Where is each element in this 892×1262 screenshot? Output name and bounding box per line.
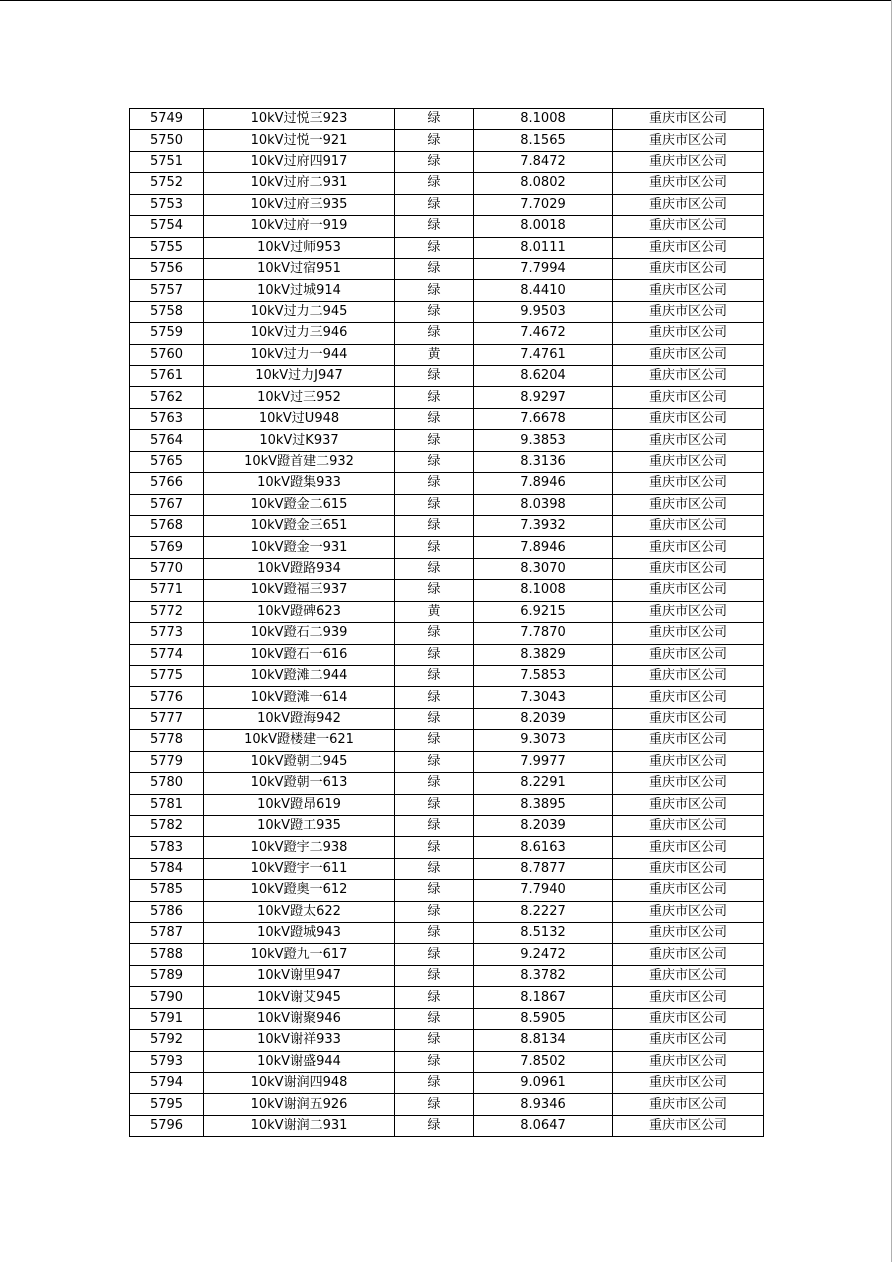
row-id-cell: 5768 [130, 516, 204, 537]
table-row [130, 665, 764, 686]
company-cell: 重庆市区公司 [613, 687, 764, 708]
company-cell: 重庆市区公司 [613, 109, 764, 130]
company-cell: 重庆市区公司 [613, 537, 764, 558]
table-row [130, 858, 764, 879]
row-id-cell: 5764 [130, 430, 204, 451]
line-name-cell: 10kV过U948 [204, 408, 395, 429]
value-cell: 9.0961 [474, 1072, 613, 1093]
table-row [130, 1094, 764, 1115]
company-cell: 重庆市区公司 [613, 1030, 764, 1051]
table-row [130, 216, 764, 237]
row-id-cell: 5772 [130, 601, 204, 622]
line-name-cell: 10kV蹬朝二945 [204, 751, 395, 772]
company-cell: 重庆市区公司 [613, 901, 764, 922]
company-cell: 重庆市区公司 [613, 301, 764, 322]
line-name-cell: 10kV过悦三923 [204, 109, 395, 130]
row-id-cell: 5796 [130, 1115, 204, 1136]
row-id-cell: 5775 [130, 665, 204, 686]
row-id-cell: 5756 [130, 258, 204, 279]
line-name-cell: 10kV蹬金一931 [204, 537, 395, 558]
row-id-cell: 5751 [130, 151, 204, 172]
table-row [130, 815, 764, 836]
company-cell: 重庆市区公司 [613, 258, 764, 279]
table-row [130, 923, 764, 944]
value-cell: 8.3070 [474, 558, 613, 579]
value-cell: 7.7870 [474, 623, 613, 644]
line-name-cell: 10kV蹬路934 [204, 558, 395, 579]
table-row [130, 580, 764, 601]
table-row [130, 173, 764, 194]
company-cell: 重庆市区公司 [613, 130, 764, 151]
value-cell: 7.8472 [474, 151, 613, 172]
line-name-cell: 10kV蹬石一616 [204, 644, 395, 665]
row-id-cell: 5776 [130, 687, 204, 708]
row-id-cell: 5754 [130, 216, 204, 237]
status-cell: 绿 [395, 815, 474, 836]
value-cell: 9.3073 [474, 730, 613, 751]
row-id-cell: 5785 [130, 880, 204, 901]
company-cell: 重庆市区公司 [613, 151, 764, 172]
value-cell: 7.3043 [474, 687, 613, 708]
row-id-cell: 5760 [130, 344, 204, 365]
company-cell: 重庆市区公司 [613, 387, 764, 408]
row-id-cell: 5791 [130, 1008, 204, 1029]
status-cell: 绿 [395, 558, 474, 579]
row-id-cell: 5781 [130, 794, 204, 815]
status-cell: 绿 [395, 109, 474, 130]
table-row [130, 601, 764, 622]
value-cell: 8.5905 [474, 1008, 613, 1029]
status-cell: 绿 [395, 687, 474, 708]
row-id-cell: 5758 [130, 301, 204, 322]
line-name-cell: 10kV谢润二931 [204, 1115, 395, 1136]
row-id-cell: 5780 [130, 773, 204, 794]
value-cell: 8.1008 [474, 580, 613, 601]
table-row [130, 965, 764, 986]
line-name-cell: 10kV蹬楼建一621 [204, 730, 395, 751]
table-row [130, 451, 764, 472]
status-cell: 绿 [395, 623, 474, 644]
row-id-cell: 5790 [130, 987, 204, 1008]
value-cell: 7.9977 [474, 751, 613, 772]
value-cell: 7.4761 [474, 344, 613, 365]
company-cell: 重庆市区公司 [613, 665, 764, 686]
value-cell: 8.6204 [474, 366, 613, 387]
status-cell: 绿 [395, 1072, 474, 1093]
table-row [130, 558, 764, 579]
row-id-cell: 5766 [130, 473, 204, 494]
row-id-cell: 5787 [130, 923, 204, 944]
company-cell: 重庆市区公司 [613, 323, 764, 344]
company-cell: 重庆市区公司 [613, 987, 764, 1008]
table-row [130, 408, 764, 429]
value-cell: 7.7940 [474, 880, 613, 901]
line-name-cell: 10kV谢润五926 [204, 1094, 395, 1115]
company-cell: 重庆市区公司 [613, 580, 764, 601]
row-id-cell: 5763 [130, 408, 204, 429]
status-cell: 绿 [395, 494, 474, 515]
table-row [130, 708, 764, 729]
row-id-cell: 5761 [130, 366, 204, 387]
company-cell: 重庆市区公司 [613, 216, 764, 237]
status-cell: 绿 [395, 130, 474, 151]
company-cell: 重庆市区公司 [613, 623, 764, 644]
status-cell: 绿 [395, 451, 474, 472]
table-row [130, 494, 764, 515]
company-cell: 重庆市区公司 [613, 794, 764, 815]
line-name-cell: 10kV谢盛944 [204, 1051, 395, 1072]
value-cell: 8.2039 [474, 708, 613, 729]
company-cell: 重庆市区公司 [613, 644, 764, 665]
table-row [130, 1115, 764, 1136]
line-name-cell: 10kV过三952 [204, 387, 395, 408]
line-name-cell: 10kV蹬工935 [204, 815, 395, 836]
status-cell: 绿 [395, 280, 474, 301]
line-name-cell: 10kV蹬首建二932 [204, 451, 395, 472]
row-id-cell: 5759 [130, 323, 204, 344]
row-id-cell: 5769 [130, 537, 204, 558]
line-name-cell: 10kV谢聚946 [204, 1008, 395, 1029]
line-name-cell: 10kV蹬昂619 [204, 794, 395, 815]
value-cell: 9.9503 [474, 301, 613, 322]
table-row [130, 387, 764, 408]
table-row [130, 516, 764, 537]
status-cell: 绿 [395, 944, 474, 965]
value-cell: 8.0111 [474, 237, 613, 258]
status-cell: 绿 [395, 708, 474, 729]
line-name-cell: 10kV蹬金二615 [204, 494, 395, 515]
table-row [130, 430, 764, 451]
value-cell: 8.0018 [474, 216, 613, 237]
status-cell: 绿 [395, 751, 474, 772]
line-name-cell: 10kV蹬宇一611 [204, 858, 395, 879]
line-name-cell: 10kV蹬宇二938 [204, 837, 395, 858]
value-cell: 8.5132 [474, 923, 613, 944]
line-name-cell: 10kV蹬滩二944 [204, 665, 395, 686]
company-cell: 重庆市区公司 [613, 1094, 764, 1115]
company-cell: 重庆市区公司 [613, 430, 764, 451]
status-cell: 绿 [395, 516, 474, 537]
value-cell: 8.9297 [474, 387, 613, 408]
table-row [130, 880, 764, 901]
status-cell: 绿 [395, 580, 474, 601]
value-cell: 8.8134 [474, 1030, 613, 1051]
value-cell: 8.2227 [474, 901, 613, 922]
table-row [130, 623, 764, 644]
value-cell: 8.6163 [474, 837, 613, 858]
line-name-cell: 10kV过力一944 [204, 344, 395, 365]
row-id-cell: 5794 [130, 1072, 204, 1093]
table-row [130, 151, 764, 172]
table-row [130, 1051, 764, 1072]
status-cell: 绿 [395, 794, 474, 815]
row-id-cell: 5762 [130, 387, 204, 408]
status-cell: 绿 [395, 1094, 474, 1115]
status-cell: 绿 [395, 923, 474, 944]
row-id-cell: 5749 [130, 109, 204, 130]
status-cell: 绿 [395, 1008, 474, 1029]
line-name-cell: 10kV谢里947 [204, 965, 395, 986]
row-id-cell: 5786 [130, 901, 204, 922]
line-name-cell: 10kV蹬集933 [204, 473, 395, 494]
row-id-cell: 5750 [130, 130, 204, 151]
status-cell: 绿 [395, 1030, 474, 1051]
status-cell: 绿 [395, 387, 474, 408]
table-row [130, 644, 764, 665]
value-cell: 6.9215 [474, 601, 613, 622]
table-row [130, 344, 764, 365]
line-name-cell: 10kV过K937 [204, 430, 395, 451]
row-id-cell: 5767 [130, 494, 204, 515]
line-name-cell: 10kV过府二931 [204, 173, 395, 194]
value-cell: 7.7994 [474, 258, 613, 279]
company-cell: 重庆市区公司 [613, 451, 764, 472]
row-id-cell: 5755 [130, 237, 204, 258]
status-cell: 绿 [395, 408, 474, 429]
status-cell: 绿 [395, 1115, 474, 1136]
company-cell: 重庆市区公司 [613, 880, 764, 901]
value-cell: 8.3829 [474, 644, 613, 665]
company-cell: 重庆市区公司 [613, 1115, 764, 1136]
status-cell: 绿 [395, 965, 474, 986]
status-cell: 绿 [395, 366, 474, 387]
company-cell: 重庆市区公司 [613, 366, 764, 387]
value-cell: 8.1867 [474, 987, 613, 1008]
line-name-cell: 10kV过力二945 [204, 301, 395, 322]
line-name-cell: 10kV蹬太622 [204, 901, 395, 922]
table-row [130, 751, 764, 772]
company-cell: 重庆市区公司 [613, 344, 764, 365]
company-cell: 重庆市区公司 [613, 944, 764, 965]
company-cell: 重庆市区公司 [613, 965, 764, 986]
line-name-cell: 10kV蹬石二939 [204, 623, 395, 644]
value-cell: 8.0398 [474, 494, 613, 515]
line-name-cell: 10kV蹬碑623 [204, 601, 395, 622]
table-row [130, 301, 764, 322]
value-cell: 7.8946 [474, 537, 613, 558]
value-cell: 7.5853 [474, 665, 613, 686]
value-cell: 8.1008 [474, 109, 613, 130]
row-id-cell: 5779 [130, 751, 204, 772]
table-row [130, 987, 764, 1008]
company-cell: 重庆市区公司 [613, 730, 764, 751]
line-name-cell: 10kV过宿951 [204, 258, 395, 279]
company-cell: 重庆市区公司 [613, 1008, 764, 1029]
row-id-cell: 5752 [130, 173, 204, 194]
value-cell: 7.4672 [474, 323, 613, 344]
row-id-cell: 5753 [130, 194, 204, 215]
line-name-cell: 10kV蹬海942 [204, 708, 395, 729]
line-name-cell: 10kV谢润四948 [204, 1072, 395, 1093]
company-cell: 重庆市区公司 [613, 923, 764, 944]
row-id-cell: 5789 [130, 965, 204, 986]
table-row [130, 901, 764, 922]
company-cell: 重庆市区公司 [613, 601, 764, 622]
status-cell: 绿 [395, 773, 474, 794]
status-cell: 绿 [395, 901, 474, 922]
value-cell: 8.3136 [474, 451, 613, 472]
company-cell: 重庆市区公司 [613, 708, 764, 729]
status-cell: 绿 [395, 151, 474, 172]
line-name-cell: 10kV谢祥933 [204, 1030, 395, 1051]
status-cell: 绿 [395, 323, 474, 344]
status-cell: 绿 [395, 665, 474, 686]
table-row [130, 773, 764, 794]
line-name-cell: 10kV蹬朝一613 [204, 773, 395, 794]
company-cell: 重庆市区公司 [613, 516, 764, 537]
status-cell: 绿 [395, 1051, 474, 1072]
line-name-cell: 10kV过力J947 [204, 366, 395, 387]
status-cell: 绿 [395, 473, 474, 494]
row-id-cell: 5773 [130, 623, 204, 644]
value-cell: 8.3895 [474, 794, 613, 815]
value-cell: 8.0802 [474, 173, 613, 194]
status-cell: 绿 [395, 537, 474, 558]
company-cell: 重庆市区公司 [613, 858, 764, 879]
line-name-cell: 10kV谢艾945 [204, 987, 395, 1008]
value-cell: 8.1565 [474, 130, 613, 151]
company-cell: 重庆市区公司 [613, 751, 764, 772]
row-id-cell: 5788 [130, 944, 204, 965]
table-row [130, 944, 764, 965]
status-cell: 绿 [395, 194, 474, 215]
status-cell: 绿 [395, 858, 474, 879]
row-id-cell: 5782 [130, 815, 204, 836]
company-cell: 重庆市区公司 [613, 1072, 764, 1093]
status-cell: 绿 [395, 301, 474, 322]
line-name-cell: 10kV蹬九一617 [204, 944, 395, 965]
data-table [129, 108, 764, 1137]
line-name-cell: 10kV过府四917 [204, 151, 395, 172]
status-cell: 绿 [395, 237, 474, 258]
value-cell: 7.6678 [474, 408, 613, 429]
company-cell: 重庆市区公司 [613, 237, 764, 258]
table-row [130, 323, 764, 344]
page-top-border [0, 0, 892, 1]
table-row [130, 473, 764, 494]
table-row [130, 109, 764, 130]
table-body [130, 109, 764, 1137]
company-cell: 重庆市区公司 [613, 837, 764, 858]
status-cell: 绿 [395, 216, 474, 237]
value-cell: 8.9346 [474, 1094, 613, 1115]
table-row [130, 687, 764, 708]
company-cell: 重庆市区公司 [613, 194, 764, 215]
line-name-cell: 10kV过师953 [204, 237, 395, 258]
value-cell: 7.8946 [474, 473, 613, 494]
company-cell: 重庆市区公司 [613, 773, 764, 794]
table-row [130, 730, 764, 751]
value-cell: 7.3932 [474, 516, 613, 537]
status-cell: 绿 [395, 430, 474, 451]
line-name-cell: 10kV蹬城943 [204, 923, 395, 944]
table-row [130, 130, 764, 151]
table-row [130, 237, 764, 258]
line-name-cell: 10kV过悦一921 [204, 130, 395, 151]
value-cell: 8.2291 [474, 773, 613, 794]
row-id-cell: 5777 [130, 708, 204, 729]
company-cell: 重庆市区公司 [613, 1051, 764, 1072]
status-cell: 绿 [395, 837, 474, 858]
value-cell: 7.7029 [474, 194, 613, 215]
company-cell: 重庆市区公司 [613, 173, 764, 194]
company-cell: 重庆市区公司 [613, 815, 764, 836]
table-row [130, 537, 764, 558]
line-name-cell: 10kV过力三946 [204, 323, 395, 344]
company-cell: 重庆市区公司 [613, 280, 764, 301]
table-row [130, 794, 764, 815]
row-id-cell: 5765 [130, 451, 204, 472]
value-cell: 8.3782 [474, 965, 613, 986]
line-name-cell: 10kV蹬金三651 [204, 516, 395, 537]
row-id-cell: 5757 [130, 280, 204, 301]
line-name-cell: 10kV过城914 [204, 280, 395, 301]
row-id-cell: 5778 [130, 730, 204, 751]
row-id-cell: 5784 [130, 858, 204, 879]
table-row [130, 1030, 764, 1051]
status-cell: 绿 [395, 880, 474, 901]
table-row [130, 194, 764, 215]
status-cell: 黄 [395, 601, 474, 622]
status-cell: 绿 [395, 173, 474, 194]
value-cell: 9.2472 [474, 944, 613, 965]
row-id-cell: 5783 [130, 837, 204, 858]
row-id-cell: 5795 [130, 1094, 204, 1115]
table-row [130, 280, 764, 301]
value-cell: 8.0647 [474, 1115, 613, 1136]
company-cell: 重庆市区公司 [613, 473, 764, 494]
line-name-cell: 10kV过府三935 [204, 194, 395, 215]
table-row [130, 1072, 764, 1093]
value-cell: 8.7877 [474, 858, 613, 879]
company-cell: 重庆市区公司 [613, 558, 764, 579]
line-name-cell: 10kV蹬福三937 [204, 580, 395, 601]
value-cell: 7.8502 [474, 1051, 613, 1072]
table-row [130, 258, 764, 279]
table-row [130, 837, 764, 858]
status-cell: 绿 [395, 730, 474, 751]
status-cell: 绿 [395, 258, 474, 279]
table-row [130, 366, 764, 387]
value-cell: 9.3853 [474, 430, 613, 451]
line-name-cell: 10kV过府一919 [204, 216, 395, 237]
line-name-cell: 10kV蹬奥一612 [204, 880, 395, 901]
value-cell: 8.2039 [474, 815, 613, 836]
table-row [130, 1008, 764, 1029]
line-name-cell: 10kV蹬滩一614 [204, 687, 395, 708]
status-cell: 黄 [395, 344, 474, 365]
status-cell: 绿 [395, 644, 474, 665]
company-cell: 重庆市区公司 [613, 494, 764, 515]
value-cell: 8.4410 [474, 280, 613, 301]
row-id-cell: 5771 [130, 580, 204, 601]
row-id-cell: 5792 [130, 1030, 204, 1051]
status-cell: 绿 [395, 987, 474, 1008]
row-id-cell: 5774 [130, 644, 204, 665]
row-id-cell: 5793 [130, 1051, 204, 1072]
company-cell: 重庆市区公司 [613, 408, 764, 429]
row-id-cell: 5770 [130, 558, 204, 579]
